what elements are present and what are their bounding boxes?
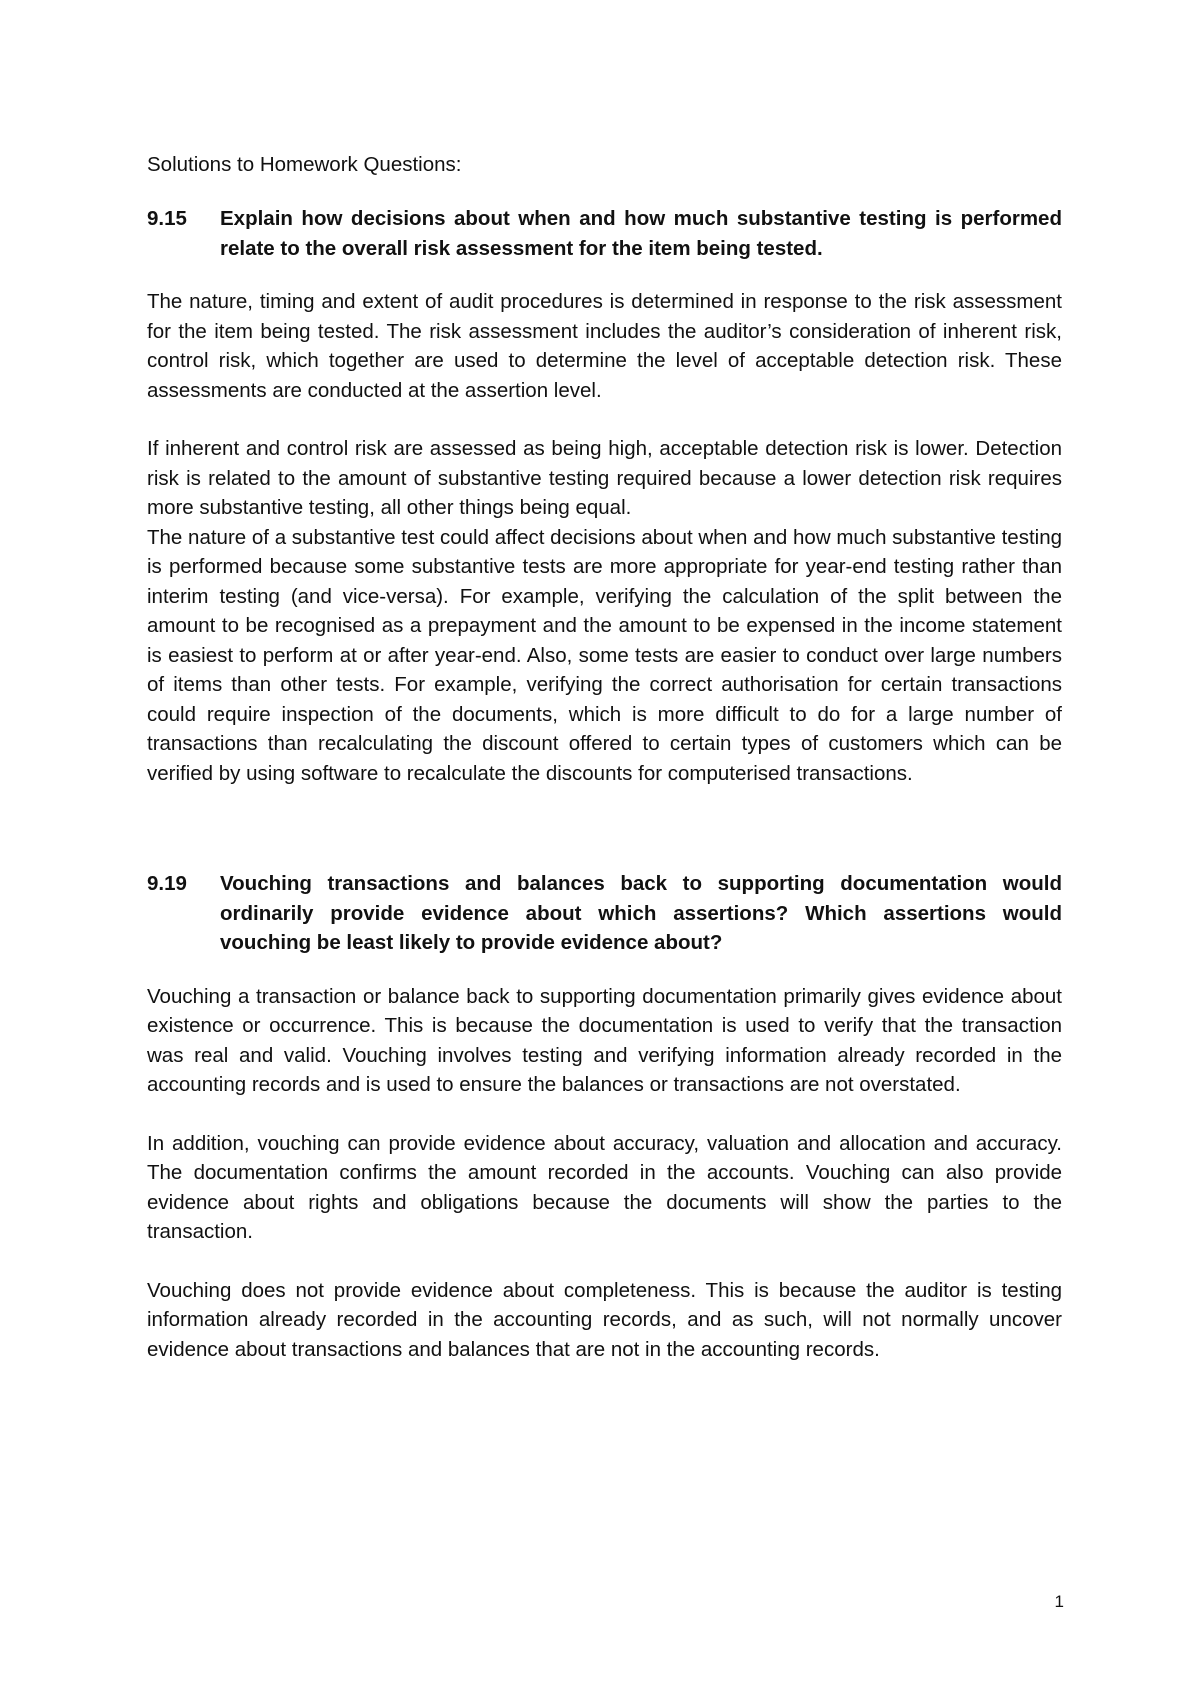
answer-paragraph: Vouching does not provide evidence about completeness. This is because the auditor is testing information already recorded in the accounting records, and as such, will not normally uncover evidence about transactions and balances that are not in the accounting records. — [147, 1278, 1062, 1361]
question-number: 9.15 — [147, 207, 187, 230]
question-text: Explain how decisions about when and how much substantive testing is performed relate to the overall risk assessment for the item being tested. — [220, 207, 1062, 260]
question-text: Vouching transactions and balances back to supporting documentation would ordinarily provide evidence about which assertions? Which assertions would vouching be least likely to provide evidence about? — [220, 872, 1062, 954]
answer-paragraph: If inherent and control risk are assessed as being high, acceptable detection risk is lower. Detection risk is related to the amount of substantive testing required because a lower detection risk requires more substantive testing, all other things being equal. — [147, 437, 1062, 519]
question-9-15 — [147, 204, 1062, 263]
document-body — [147, 150, 1062, 1393]
question-9-19 — [147, 869, 1062, 958]
answer-paragraph: In addition, vouching can provide evidence about accuracy, valuation and allocation and accuracy. The documentation confirms the amount recorded in the accounts. Vouching can also provide evidence about rights and obligations because the documents will show the parties to the transaction. — [147, 1131, 1062, 1243]
page-number: 1 — [1054, 1592, 1064, 1611]
answer-paragraph: Vouching a transaction or balance back to supporting documentation primarily gives evidence about existence or occurrence. This is because the documentation is used to verify that the transaction was real and valid. Vouching involves testing and verifying information already recorded in the accounting records and is used to ensure the balances or transactions are not overstated. — [147, 984, 1062, 1096]
answer-paragraph: The nature of a substantive test could affect decisions about when and how much substantive testing is performed because some substantive tests are more appropriate for year-end testing rather than interim testing (and vice-versa). For example, verifying the calculation of the split between the amount to be recognised as a prepayment and the amount to be expensed in the income statement is easiest to perform at or after year-end. Also, some tests are easier to conduct over large numbers of items than other tests. For example, verifying the correct authorisation for certain transactions could require inspection of the documents, which is more difficult to do for a large number of transactions than recalculating the discount offered to certain types of customers which can be verified by using software to recalculate the discounts for computerised transactions. — [147, 525, 1062, 785]
answer-paragraph: The nature, timing and extent of audit procedures is determined in response to the risk assessment for the item being tested. The risk assessment includes the auditor’s consideration of inherent risk, control risk, which together are used to determine the level of acceptable detection risk. These assessments are conducted at the assertion level. — [147, 290, 1062, 402]
question-number: 9.19 — [147, 872, 187, 895]
document-title: Solutions to Homework Questions: — [147, 153, 462, 176]
section-spacer — [147, 817, 1062, 869]
